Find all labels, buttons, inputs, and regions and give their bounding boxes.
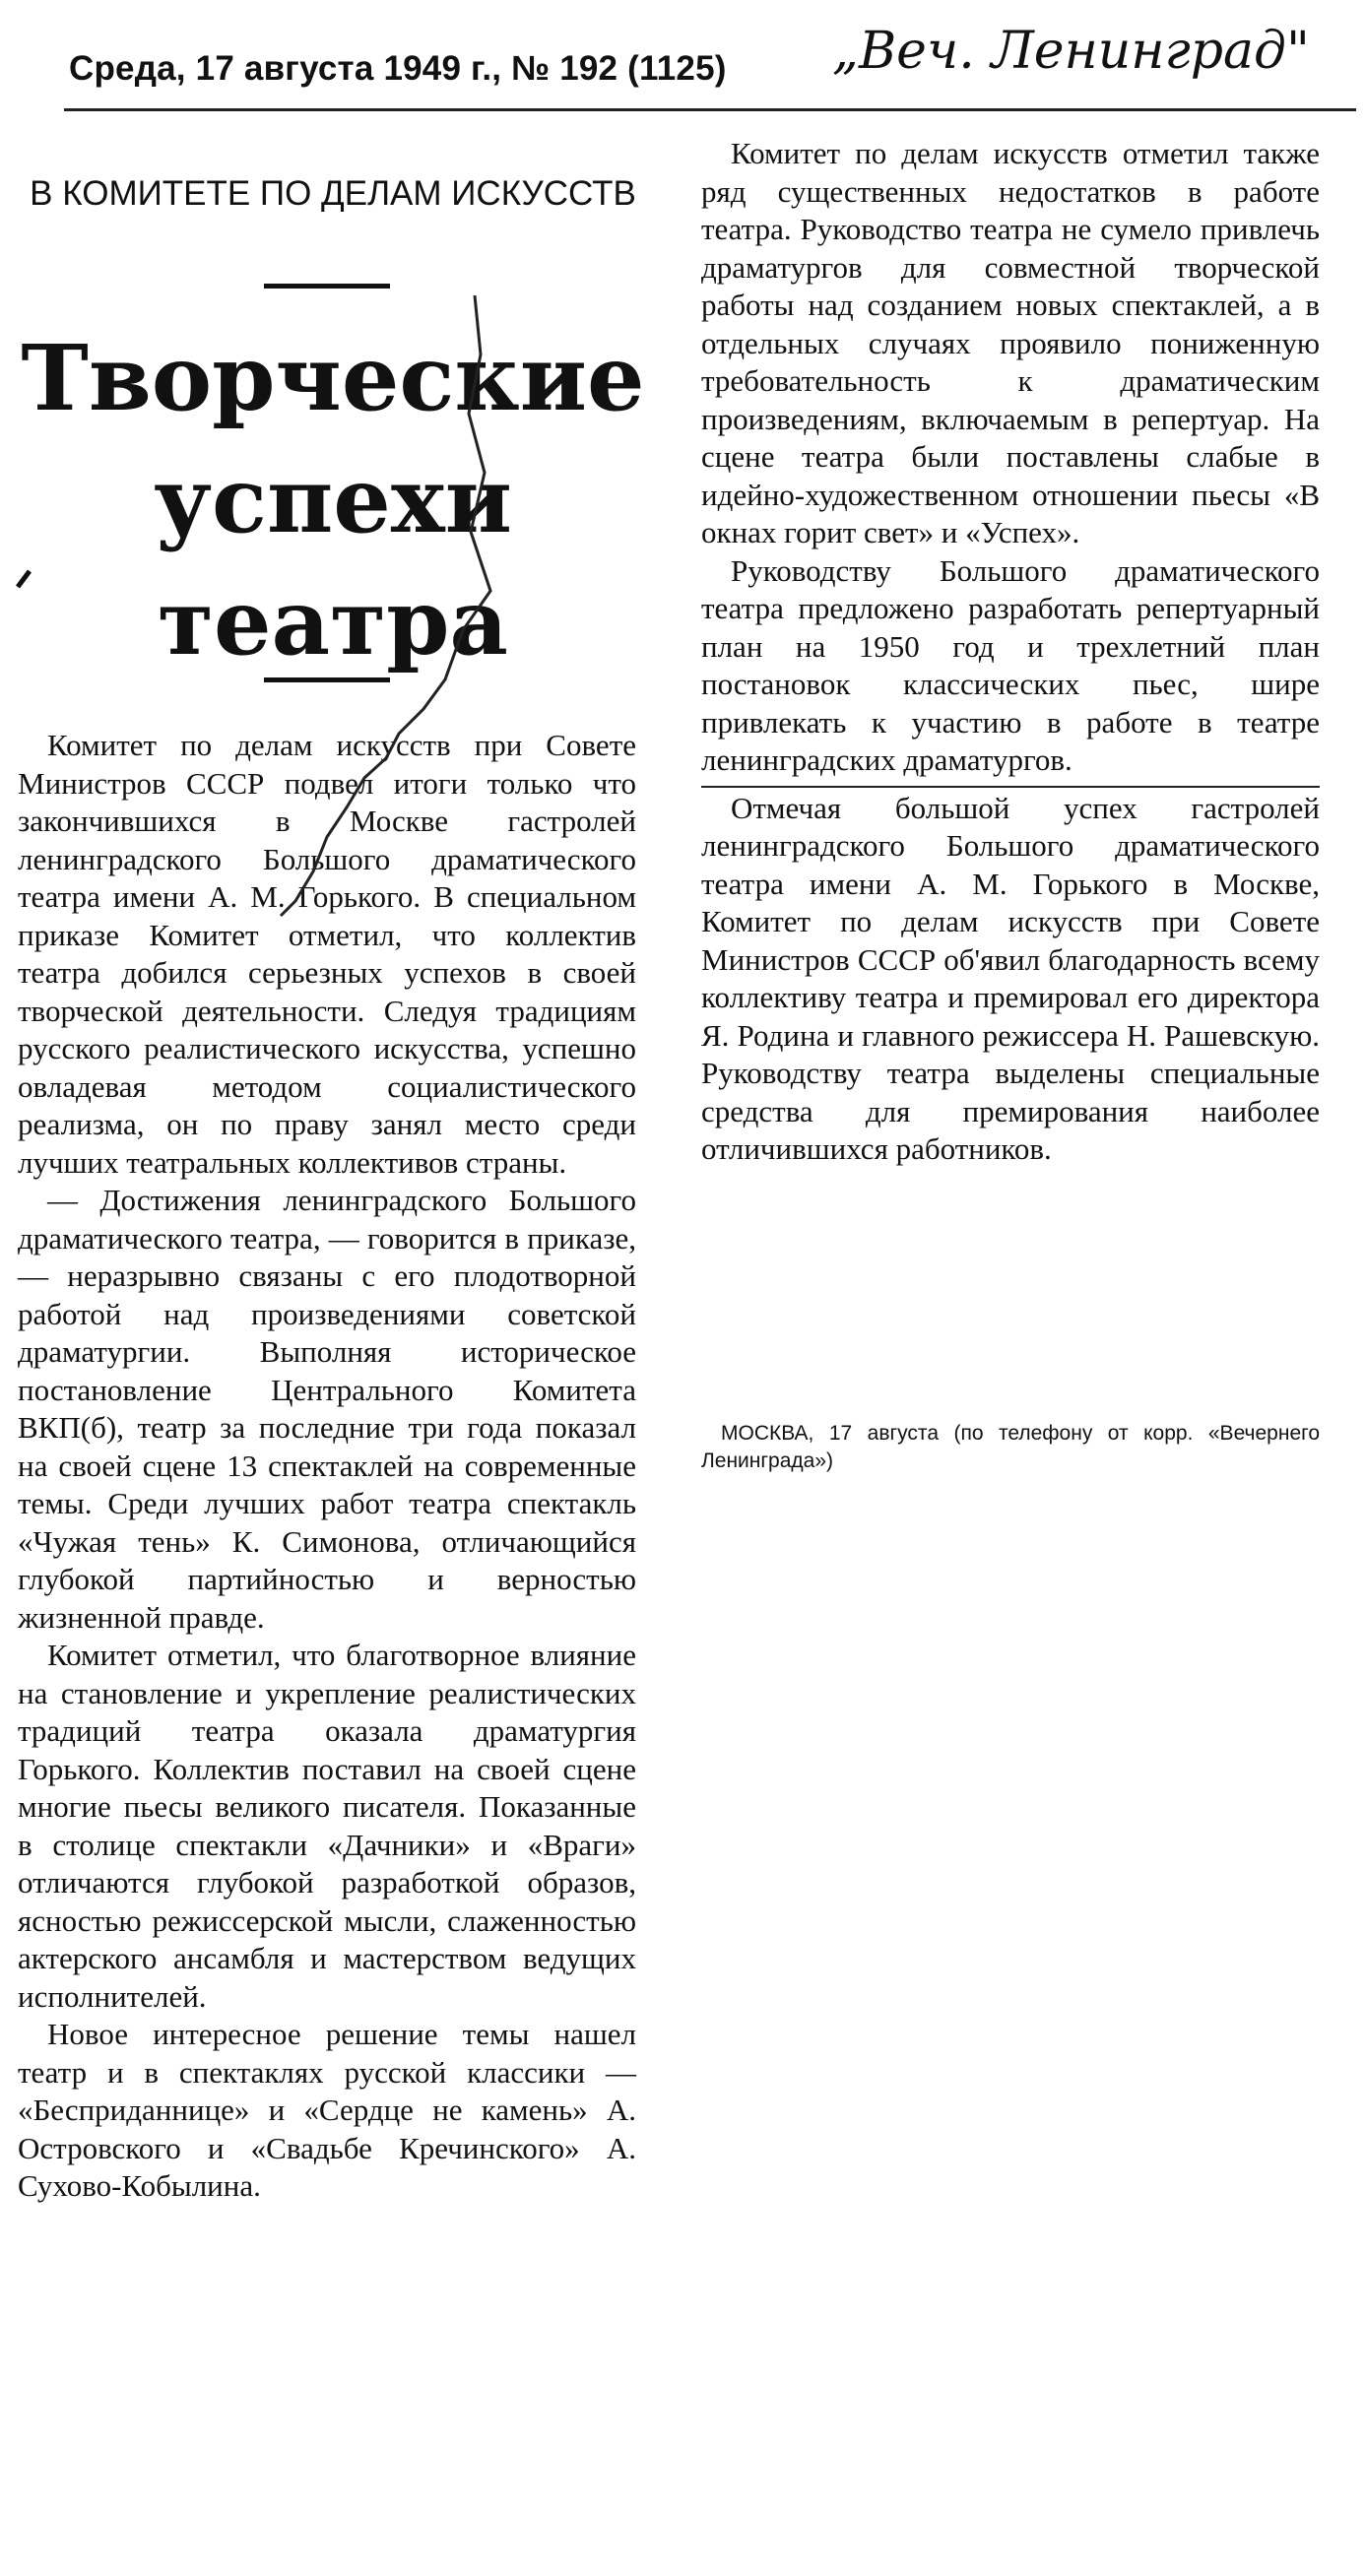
handwritten-source-note: „Веч. Ленинград" bbox=[832, 22, 1310, 81]
paragraph: Комитет отметил, что благотворное влияние на становление и укрепление реалистических традиций театра оказала драматургия Горького. Коллектив поставил на своей сцене многие пьесы великого писателя. Показанные в столице спектакли «Дачники» и «Враги» отличаются глубокой разработкой образов, ясностью режиссерской мысли, слаженностью актерского ансамбля и мастерством ведущих исполнителей. bbox=[18, 1638, 636, 2014]
paragraph: Комитет по делам искусств отметил также ряд существенных недостатков в работе театра. Руководство театра не сумело привлечь драматургов для совместной творческой работы над созданием новых спектаклей, а в отдельных случаях проявило пониженную требовательность к драматическим произведениям, включаемым в репертуар. На сцене театра были поставлены слабые в идейно-художественном отношении пьесы «В окнах горит свет» и «Успех». bbox=[701, 136, 1320, 549]
paragraph: Комитет по делам искусств при Совете Министров СССР подвел итоги только что закончившихся в Москве гастролей ленинградского Большого драматического театра имени А. М. Горького. В специальном приказе Комитет отметил, что коллектив театра добился серьезных успехов в своей творческой деятельности. Следуя традициям русского реалистического искусства, успешно овладевая методом социалистического реализма, он по праву занял место среди лучших театральных коллективов страны. bbox=[18, 728, 636, 1180]
paragraph: — Достижения ленинградского Большого драматического театра, — говорится в приказе, — неразрывно связаны с его плодотворной работой над произведениями советской драматургии. Выполняя историческое постановление Центрального Комитета ВКП(б), театр за последние три года показал на своей сцене 13 спектаклей на современные темы. Среди лучших работ театра спектакль «Чужая тень» К. Симонова, отличающийся глубокой партийностью и верностью жизненной правде. bbox=[18, 1183, 636, 1635]
headline-line-1: Творческие bbox=[21, 325, 645, 431]
headline-line-2: успехи bbox=[154, 447, 512, 553]
dateline: МОСКВА, 17 августа (по телефону от корр. «Вечернего Ленинграда») bbox=[701, 1422, 1320, 1472]
masthead-date-issue: Среда, 17 августа 1949 г., № 192 (1125) bbox=[69, 49, 727, 88]
section-rubric: В КОМИТЕТЕ ПО ДЕЛАМ ИСКУССТВ bbox=[30, 174, 636, 213]
headline-line-3: театра bbox=[157, 569, 509, 676]
paragraph: Новое интересное решение темы нашел театр и в спектаклях русской классики — «Бесприданнице» и «Сердце не камень» А. Островского и «Свадьбе Кречинского» А. Сухово-Кобылина. bbox=[18, 2017, 636, 2203]
paragraph: Отмечая большой успех гастролей ленинградского Большого драматического театра имени А. М. Горького в Москве, Комитет по делам искусств при Совете Министров СССР об'явил благодарность всему коллективу театра и премировал его директора Я. Родина и главного режиссера Н. Рашевскую. Руководству театра выделены специальные средства для премирования наиболее отличившихся работников. bbox=[701, 786, 1320, 1169]
paragraph: Руководству Большого драматического театра предложено разработать репертуарный план на 1950 год и трехлетний план постановок классических пьес, шире привлекать к участию в работе в театре ленинградских драматургов. bbox=[701, 552, 1320, 777]
